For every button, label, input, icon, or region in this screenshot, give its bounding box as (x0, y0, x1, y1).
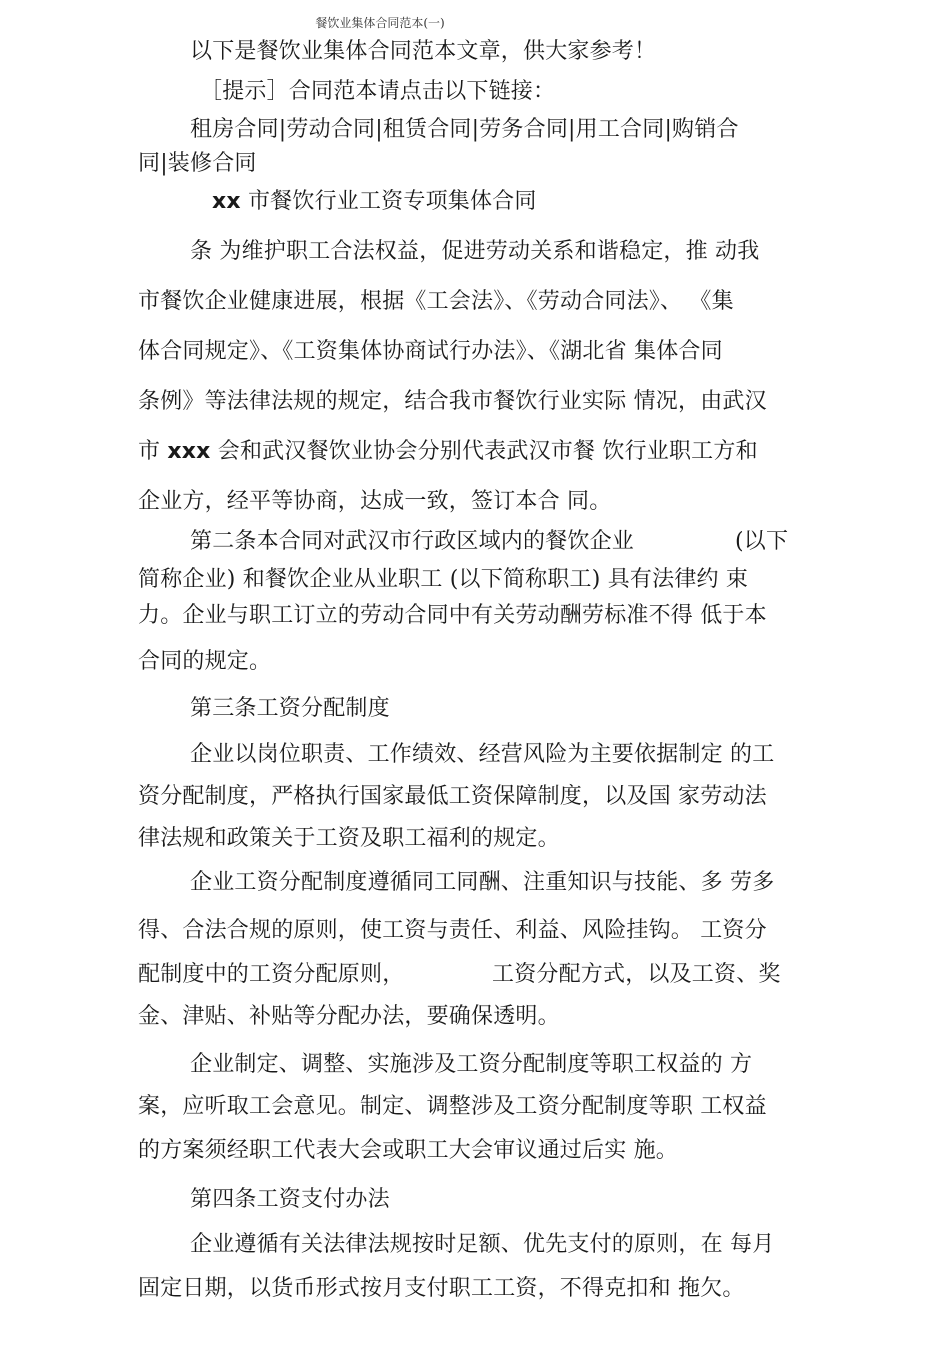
document-title (212, 188, 537, 216)
article-1-line: 市餐饮企业健康进展，根据《工会法》、《劳动合同法》、 《集 (138, 289, 734, 314)
article-3-para-2-line: 金、津贴、补贴等分配办法，要确保透明。 (138, 1004, 560, 1029)
page-header: 餐饮业集体合同范本(一) (315, 16, 445, 30)
article-2-line: 力。企业与职工订立的劳动合同中有关劳动酬劳标准不得 低于本 (138, 603, 767, 628)
article-1-line: 体合同规定》、《工资集体协商试行办法》、《湖北省 集体合同 (138, 339, 723, 364)
article-3-para-2-line: 得、合法合规的原则，使工资与责任、利益、风险挂钩。 工资分 (138, 918, 767, 943)
article-2-line: 合同的规定。 (138, 649, 272, 674)
article-3-para-3-line: 的方案须经职工代表大会或职工大会审议通过后实 施。 (138, 1138, 678, 1163)
title-city-placeholder: xx (212, 189, 241, 214)
article-2-line: 第二条本合同对武汉市行政区域内的餐饮企业 (190, 529, 635, 554)
article-4-line: 固定日期，以货币形式按月支付职工工资，不得克扣和 拖欠。 (138, 1276, 745, 1301)
contract-links-line-1[interactable]: 租房合同|劳动合同|租赁合同|劳务合同|用工合同|购销合 (190, 117, 739, 142)
article-4-line: 企业遵循有关法律法规按时足额、优先支付的原则，在 每月 (190, 1232, 775, 1257)
article-4-heading: 第四条工资支付办法 (190, 1187, 390, 1212)
article-1-line: 条 为维护职工合法权益，促进劳动关系和谐稳定，推 动我 (190, 239, 760, 264)
article-3-para-1-line: 律法规和政策关于工资及职工福利的规定。 (138, 826, 560, 851)
text-fragment: 会和武汉餐饮业协会分别代表武汉市餐 饮行业职工方和 (210, 439, 758, 464)
article-3-para-2-line: 企业工资分配制度遵循同工同酬、注重知识与技能、多 劳多 (190, 870, 775, 895)
contract-links-line-2[interactable]: 同|装修合同 (138, 151, 257, 176)
article-3-para-3-line: 企业制定、调整、实施涉及工资分配制度等职工权益的 方 (190, 1052, 753, 1077)
article-3-para-3-line: 案，应听取工会意见。制定、调整涉及工资分配制度等职 工权益 (138, 1094, 767, 1119)
article-3-para-1-line: 资分配制度，严格执行国家最低工资保障制度，以及国 家劳动法 (138, 784, 767, 809)
article-3-heading: 第三条工资分配制度 (190, 696, 390, 721)
article-3-para-2-line-tail: 工资分配方式，以及工资、奖 (492, 962, 781, 987)
article-2-line: 简称企业) 和餐饮企业从业职工 (以下简称职工) 具有法律约 束 (138, 567, 749, 592)
article-1-line (138, 438, 758, 466)
article-2-line-tail: (以下 (735, 529, 789, 554)
title-text: 市餐饮行业工资专项集体合同 (240, 189, 537, 214)
article-1-line: 企业方，经平等协商，达成一致，签订本合 同。 (138, 489, 612, 514)
article-3-para-2-line: 配制度中的工资分配原则， (138, 962, 405, 987)
intro-line: 以下是餐饮业集体合同范本文章，供大家参考！ (190, 39, 657, 64)
article-1-line: 条例》等法律法规的规定，结合我市餐饮行业实际 情况，由武汉 (138, 389, 767, 414)
text-fragment: 市 (138, 439, 168, 464)
tip-line: ［提示］合同范本请点击以下链接： (200, 79, 556, 104)
article-3-para-1-line: 企业以岗位职责、工作绩效、经营风险为主要依据制定 的工 (190, 742, 775, 767)
union-placeholder: xxx (167, 439, 211, 464)
